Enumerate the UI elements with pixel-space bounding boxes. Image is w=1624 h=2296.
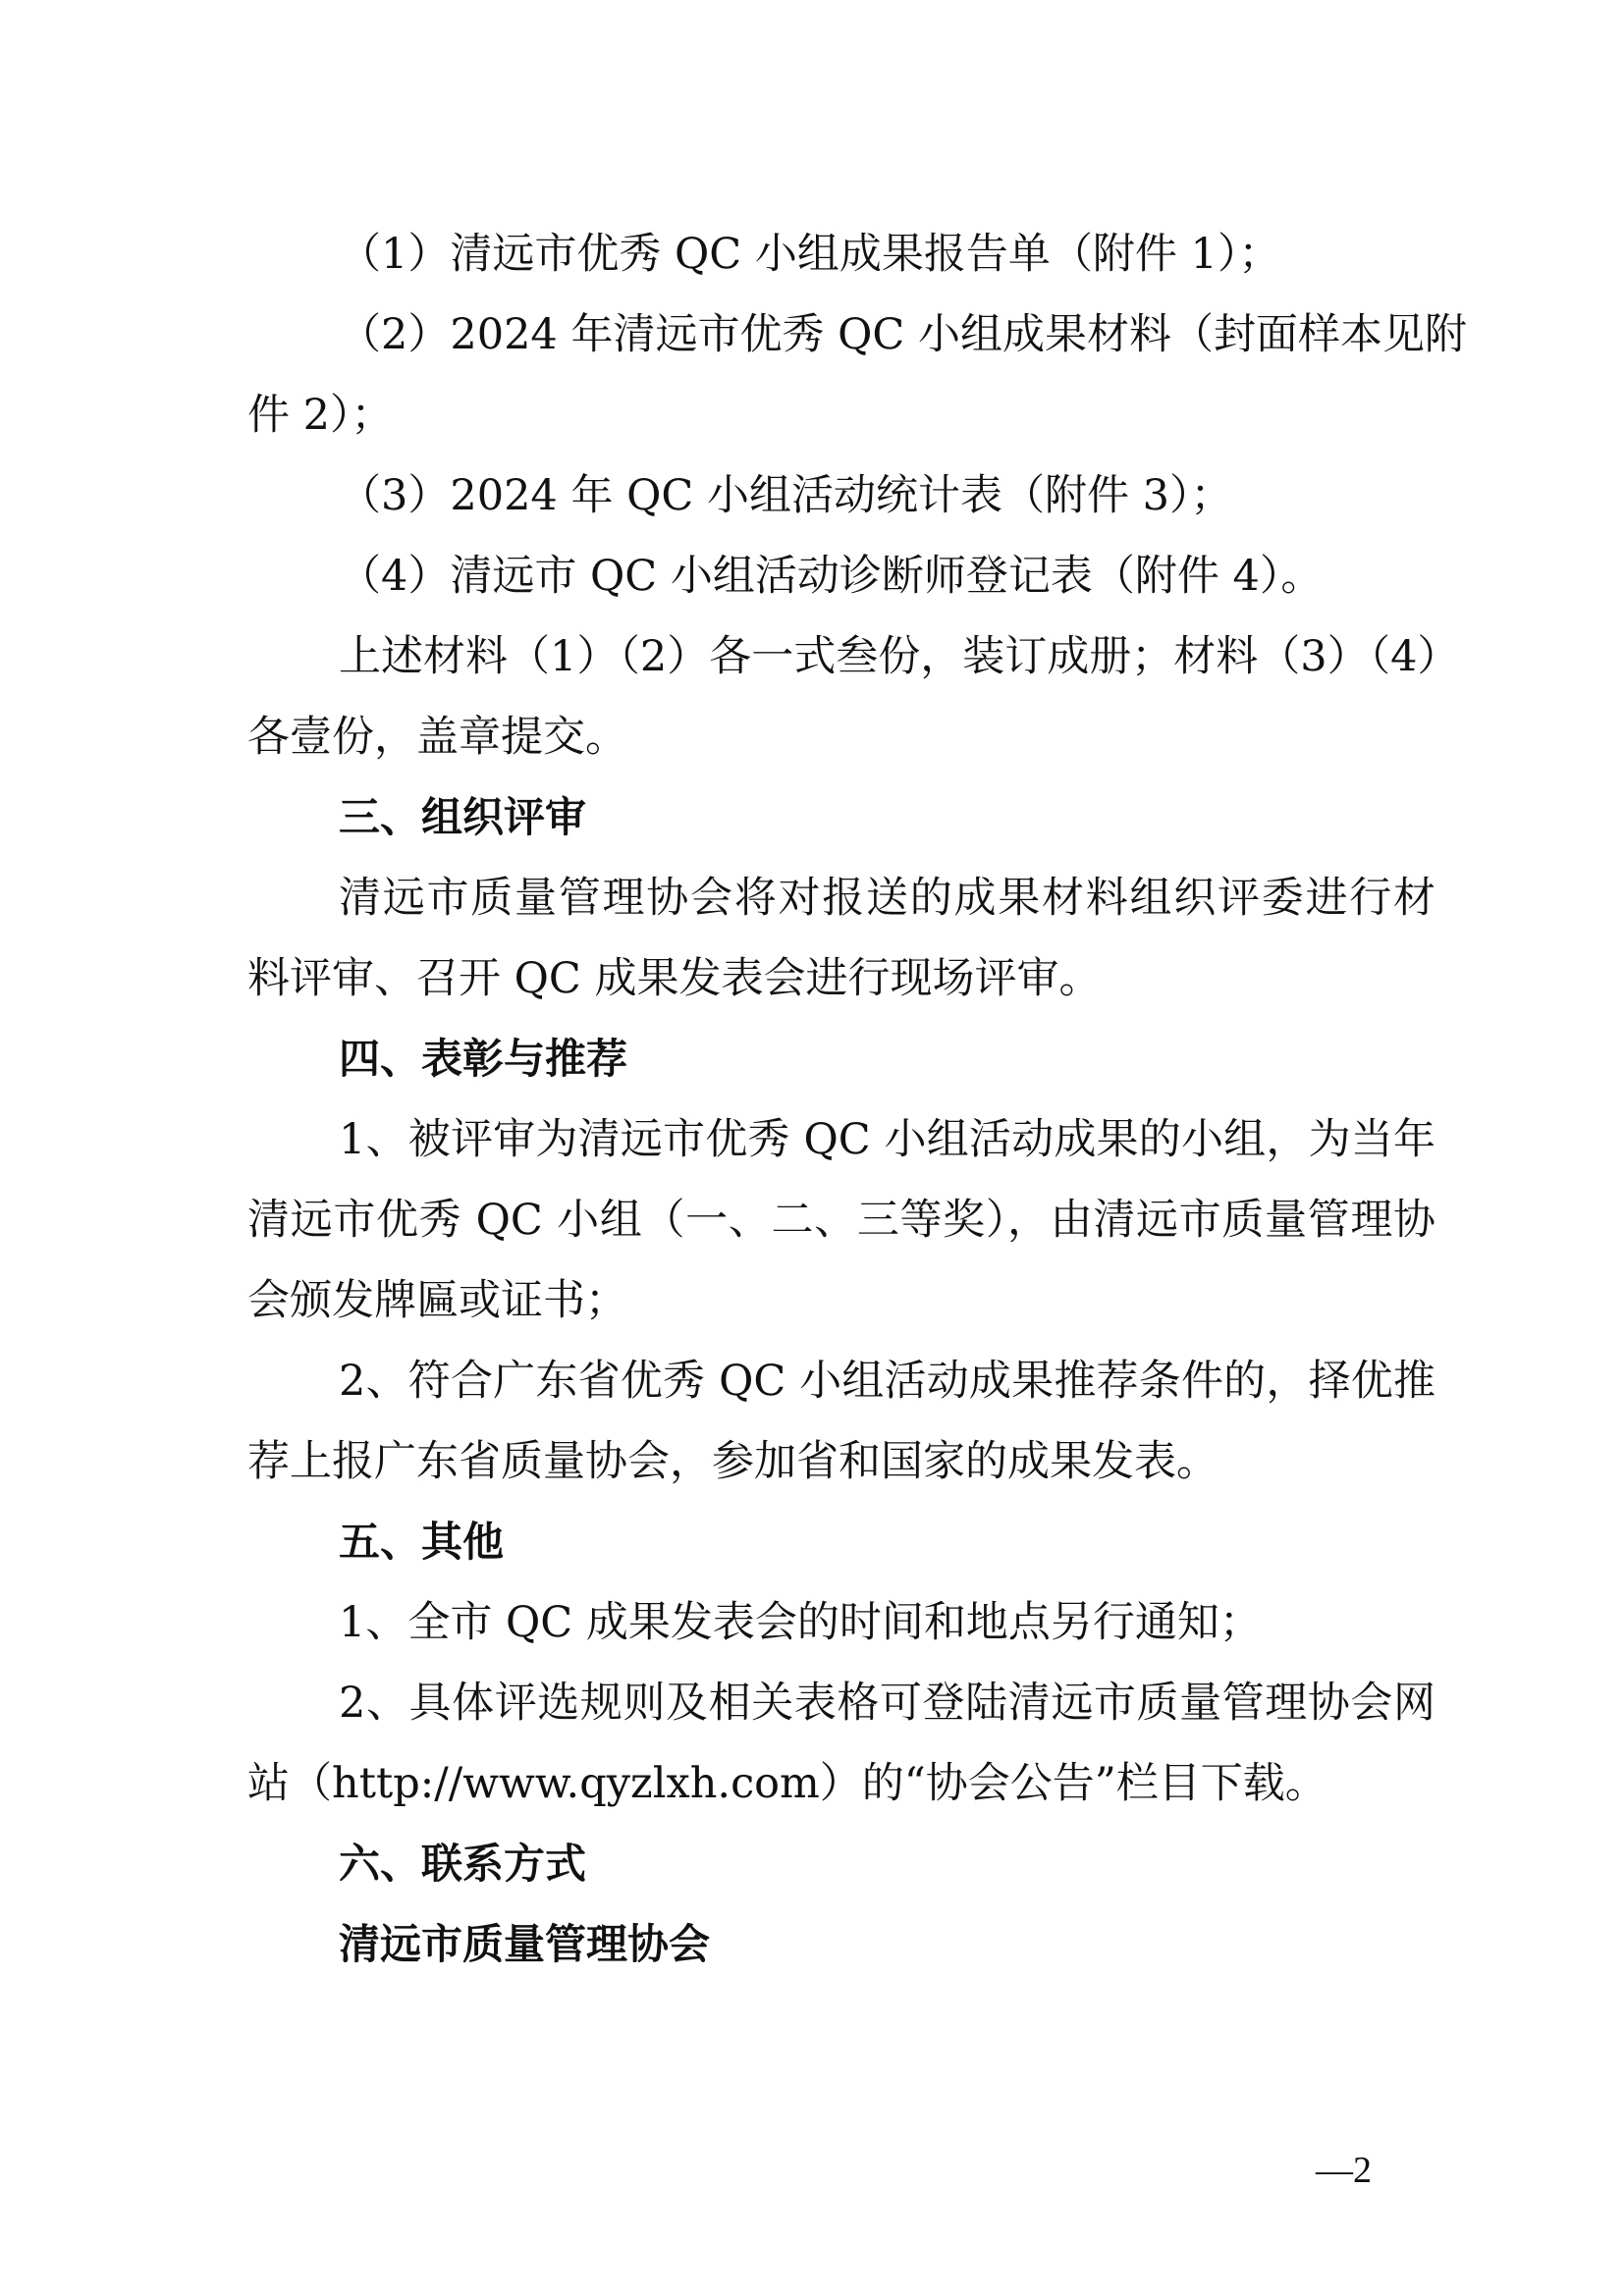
section-heading-review: 三、组织评审 — [339, 793, 587, 841]
awards-item-1-line-3: 会颁发牌匾或证书； — [247, 1276, 627, 1325]
attachment-item-3: （3）2024 年 QC 小组活动统计表（附件 3）； — [339, 471, 1233, 520]
other-item-2-line-2: 站（http://www.qyzlxh.com）的“协会公告”栏目下载。 — [247, 1759, 1327, 1808]
page-number: —2 — [1316, 2150, 1372, 2191]
section-heading-awards: 四、表彰与推荐 — [339, 1035, 628, 1083]
awards-item-1-line-1: 1、被评审为清远市优秀 QC 小组活动成果的小组，为当年 — [339, 1115, 1435, 1164]
other-item-1: 1、全市 QC 成果发表会的时间和地点另行通知； — [339, 1598, 1262, 1647]
contact-organization: 清远市质量管理协会 — [339, 1920, 711, 1968]
awards-item-1-line-2: 清远市优秀 QC 小组（一、二、三等奖），由清远市质量管理协 — [247, 1196, 1435, 1245]
attachment-item-2-line-2: 件 2）； — [247, 391, 394, 440]
materials-note-line-2: 各壹份，盖章提交。 — [247, 713, 627, 762]
section-heading-other: 五、其他 — [339, 1518, 505, 1566]
attachment-item-2-line-1: （2）2024 年清远市优秀 QC 小组成果材料（封面样本见附 — [339, 310, 1467, 359]
attachment-item-1: （1）清远市优秀 QC 小组成果报告单（附件 1）； — [339, 230, 1281, 279]
materials-note-line-1: 上述材料（1）（2）各一式叁份，装订成册；材料（3）（4） — [339, 632, 1460, 681]
attachment-item-4: （4）清远市 QC 小组活动诊断师登记表（附件 4）。 — [339, 552, 1324, 601]
awards-item-2-line-1: 2、符合广东省优秀 QC 小组活动成果推荐条件的，择优推 — [339, 1357, 1435, 1406]
review-paragraph-line-2: 料评审、召开 QC 成果发表会进行现场评审。 — [247, 954, 1102, 1003]
awards-item-2-line-2: 荐上报广东省质量协会，参加省和国家的成果发表。 — [247, 1437, 1218, 1486]
review-paragraph-line-1: 清远市质量管理协会将对报送的成果材料组织评委进行材 — [339, 874, 1435, 923]
section-heading-contact: 六、联系方式 — [339, 1840, 587, 1888]
other-item-2-line-1: 2、具体评选规则及相关表格可登陆清远市质量管理协会网 — [339, 1679, 1435, 1728]
